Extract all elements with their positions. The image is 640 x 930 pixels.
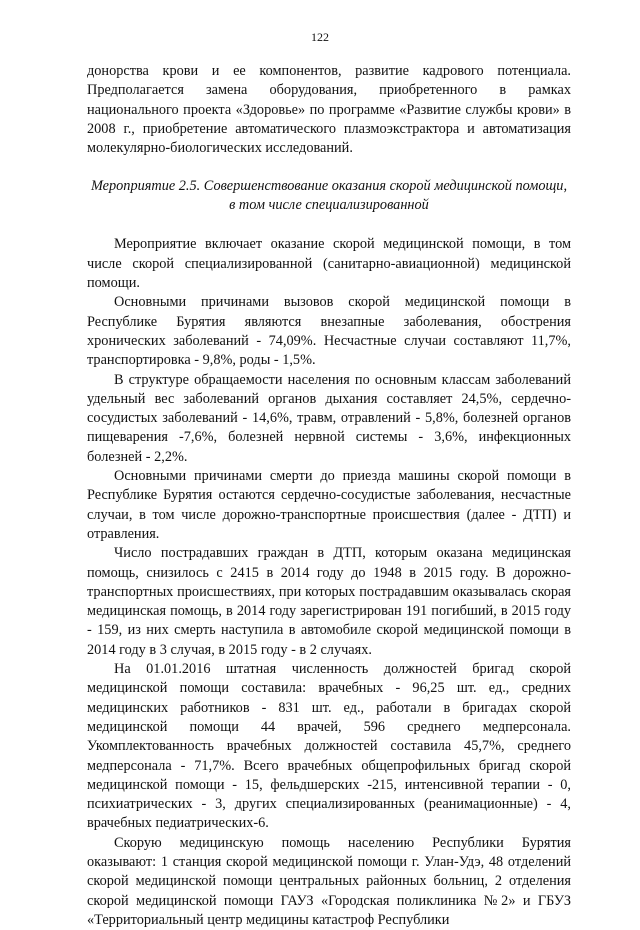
paragraph-continued: донорства крови и ее компонентов, развитие кадрового потенциала. Предполагается замена оборудования, приобретенного в рамках национального проекта «Здоровье» по программе «Развитие службы крови» в 2008 г., приобретение автоматического плазмоэкстрактора и автоматизация молекулярно-биологических исследований. xyxy=(87,63,571,157)
section-heading: Мероприятие 2.5. Совершенствование оказания скорой медицинской помощи, в том числе специализированной xyxy=(90,178,568,214)
paragraph-6: На 01.01.2016 штатная численность должностей бригад скорой медицинской помощи составила: врачебных - 96,25 шт. ед., средних медицинских работников - 831 шт. ед., работали в бригадах скорой медицинской помощи 44 врачей, 596 среднего медперсонала. Укомплектованность врачебных должностей составила 45,7%, среднего медперсонала - 71,7%. Всего врачебных общепрофильных бригад скорой медицинской помощи - 15, фельдшерских -215, интенсивной терапии - 0, психиатрических - 3, других специализированных (реанимационные) - 4, врачебных педиатрических-6. xyxy=(87,661,571,832)
page-number: 122 xyxy=(311,30,329,44)
paragraph-3: В структуре обращаемости населения по основным классам заболеваний удельный вес заболеваний органов дыхания составляет 24,5%, сердечно-сосудистых заболеваний - 14,6%, травм, отравлений - 5,8%, болезней органов пищеварения -7,6%, болезней нервной системы - 3,6%, инфекционных болезней - 2,2%. xyxy=(87,371,571,465)
paragraph-1: Мероприятие включает оказание скорой медицинской помощи, в том числе скорой специализированной (санитарно-авиационной) медицинской помощи. xyxy=(87,236,571,292)
paragraph-7: Скорую медицинскую помощь населению Республики Бурятия оказывают: 1 станция скорой медицинской помощи г. Улан-Удэ, 48 отделений скорой медицинской помощи центральных районных больниц, 2 отделения скорой медицинской помощи ГАУЗ «Городская поликлиника №2» и ГБУЗ «Территориальный центр медицины катастроф Республики xyxy=(87,834,571,928)
paragraph-2: Основными причинами вызовов скорой медицинской помощи в Республике Бурятия являются внезапные заболевания, обострения хронических заболеваний - 74,09%. Несчастные случаи составляют 11,7%, транспортировка - 9,8%, роды - 1,5%. xyxy=(87,294,571,369)
paragraph-5: Число пострадавших граждан в ДТП, которым оказана медицинская помощь, снизилось с 2415 в 2014 году до 1948 в 2015 году. В дорожно-транспортных происшествиях, при которых пострадавшим оказывалась скорая медицинская помощь, в 2014 году зарегистрирован 191 погибший, в 2015 году - 159, из них смерть наступила в автомобиле скорой медицинской помощи в 2014 году в 3 случая, в 2015 году - в 2 случаях. xyxy=(87,545,571,658)
page-body xyxy=(87,62,571,930)
paragraph-4: Основными причинами смерти до приезда машины скорой помощи в Республике Бурятия остаются сердечно-сосудистые заболевания, несчастные случаи, в том числе дорожно-транспортные происшествия (далее - ДТП) и отравления. xyxy=(87,468,571,542)
